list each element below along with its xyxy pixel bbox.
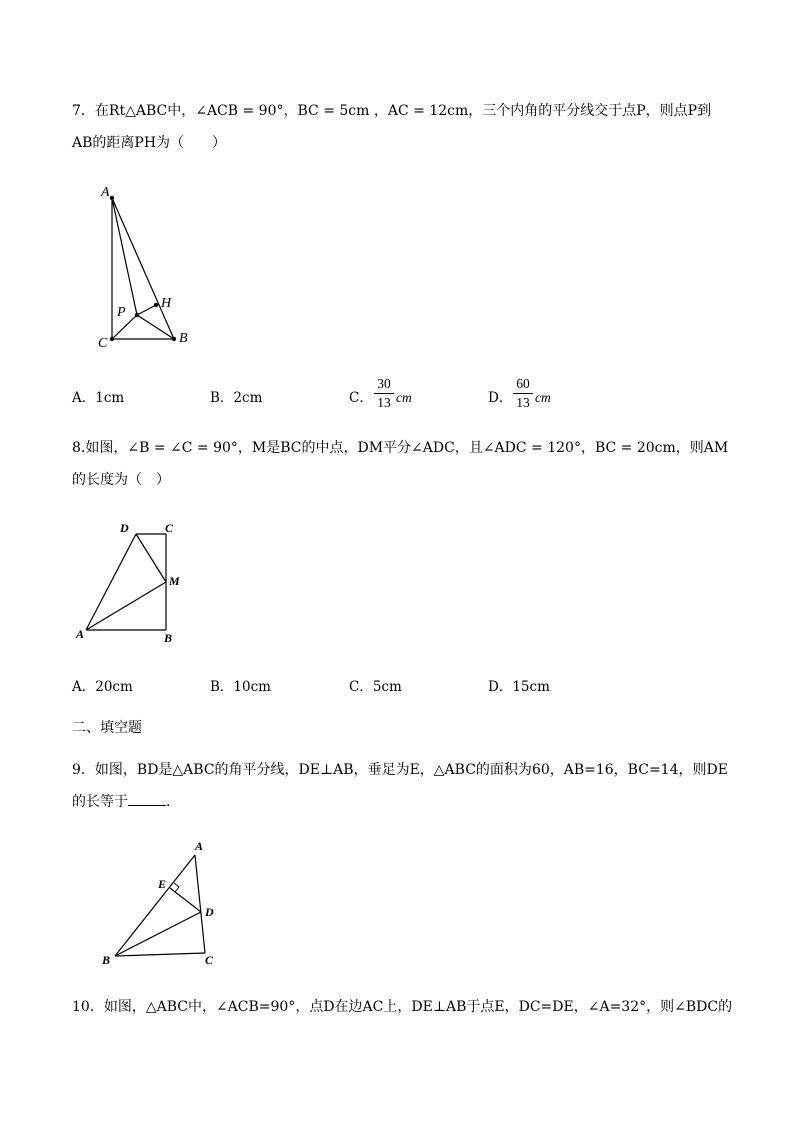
q9-label-a: A (195, 839, 204, 853)
q7-option-c-prefix: C． (349, 390, 373, 406)
q7-option-c-den: 13 (377, 395, 391, 410)
q7-option-c-num: 30 (377, 376, 391, 391)
q7-option-d-unit: cm (535, 390, 551, 405)
q8-label-b: B (164, 631, 173, 645)
q10-line1: 10．如图，△ABC中，∠ACB=90°，点D在边AC上，DE⊥AB于点E，DC=DE，∠A=32°，则∠BDC的 (72, 999, 733, 1015)
q8-label-m: M (169, 574, 180, 588)
q7-option-d[interactable] (488, 389, 512, 407)
q7-label-a: A (101, 185, 110, 200)
q7-triangle (112, 198, 174, 339)
q8-line1: 8.如图，∠B = ∠C = 90°，M是BC的中点，DM平分∠ADC，且∠ADC = 120°，BC = 20cm，则AM (72, 440, 729, 456)
q9-label-d: D (205, 905, 214, 919)
q8-option-d[interactable]: D．15cm (488, 679, 550, 695)
q7-label-b: B (179, 331, 188, 346)
q8-option-c[interactable]: C．5cm (349, 679, 402, 695)
q7-label-h: H (161, 296, 172, 311)
q8-label-c: C (165, 521, 174, 535)
q9-label-e: E (158, 877, 167, 891)
q7-option-b[interactable]: B．2cm (210, 390, 263, 406)
q8-option-b[interactable]: B．10cm (210, 679, 271, 695)
q7-option-d-den: 13 (516, 395, 530, 410)
q9-line1: 9．如图，BD是△ABC的角平分线，DE⊥AB，垂足为E，△ABC的面积为60，AB=16，BC=14，则DE (72, 762, 728, 778)
q9-line2-prefix: 的长等于 (72, 794, 128, 810)
q8-option-a[interactable]: A．20cm (72, 679, 133, 695)
q8-line2: 的长度为（ ） (72, 472, 170, 488)
q9-label-b: B (102, 953, 111, 967)
q7-option-c-fraction (374, 376, 394, 411)
q9-label-c: C (205, 953, 214, 967)
q7-point-p (135, 313, 139, 317)
section-title: 二、填空题 (72, 720, 142, 736)
q7-option-d-num: 60 (516, 376, 530, 391)
q9-line2 (72, 793, 180, 811)
q7-label-p: P (117, 305, 126, 320)
q7-option-a[interactable]: A．1cm (72, 390, 125, 406)
q8-quadrilateral (86, 534, 166, 630)
q7-label-c: C (98, 336, 108, 351)
q7-point-c (110, 337, 114, 341)
q8-label-a: A (76, 627, 85, 641)
q7-option-c-unit: cm (396, 390, 412, 405)
q7-point-h (154, 303, 158, 307)
q7-line1: 7．在Rt△ABC中，∠ACB = 90°，BC = 5cm ，AC = 12cm，三个内角的平分线交于点P，则点P到 (72, 103, 712, 119)
q9-triangle (115, 855, 205, 956)
q7-point-b (172, 337, 176, 341)
q7-option-c[interactable] (349, 389, 373, 407)
q9-answer-blank[interactable] (128, 793, 166, 806)
q7-point-a (110, 196, 114, 200)
q7-line2: AB的距离PH为（ ） (72, 135, 227, 151)
q7-option-d-prefix: D． (488, 390, 513, 406)
q9-line2-suffix: ． (166, 794, 180, 810)
q7-option-d-fraction (513, 376, 533, 411)
q8-label-d: D (120, 521, 129, 535)
